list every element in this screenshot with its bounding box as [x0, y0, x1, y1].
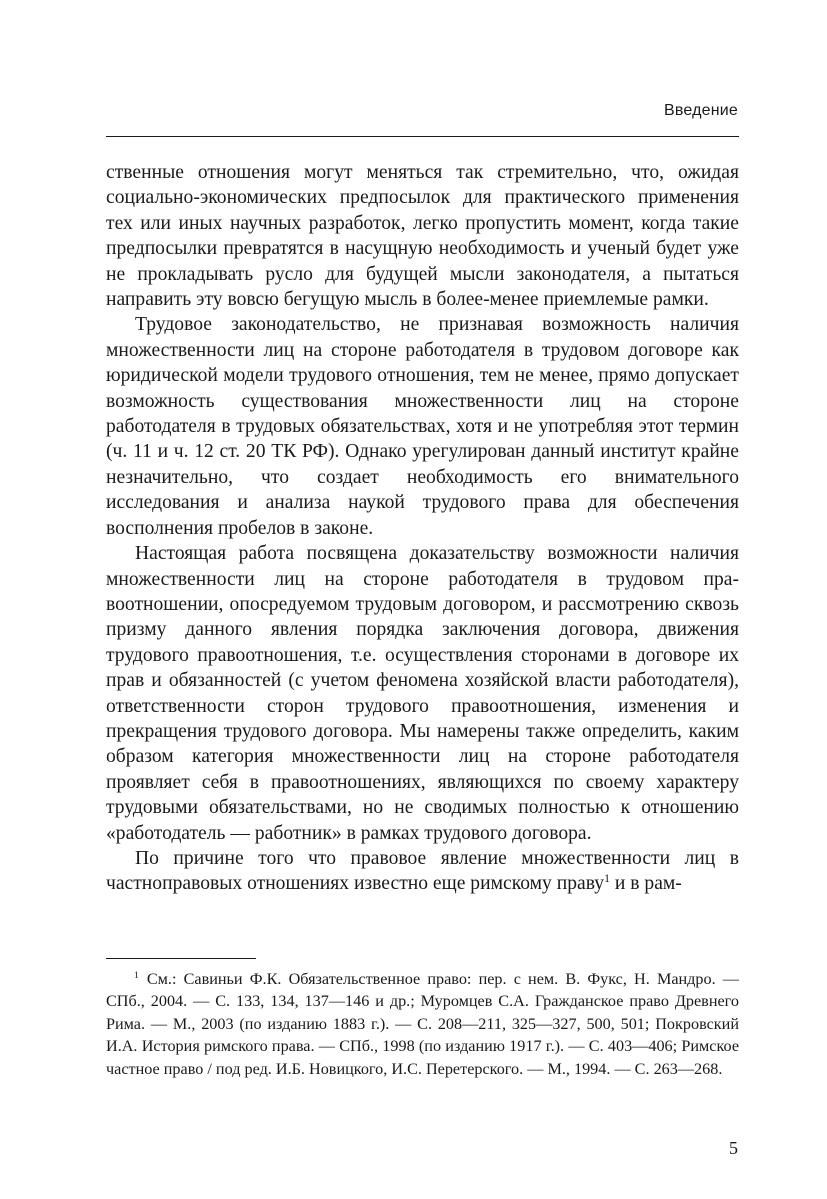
running-title: Введение	[663, 102, 738, 119]
paragraph-4-tail: и в рам-	[609, 873, 682, 895]
header-rule	[106, 136, 739, 137]
paragraph-4-text: По причине того что правовое явление множественности лиц в частноправовых отношениях известно еще римскому праву	[106, 847, 739, 895]
paragraph-3: Настоящая работа посвящена доказательству возможности наличия множественности лиц на стороне работодателя в трудовом правоотношении, опосредуемом трудовым договором, и рассмотрению сквозь призму данного явления порядка заключения договора, движения трудового правоотношения, т.е. осуществления сторонами в договоре их прав и обязанностей (с учетом феномена хозяйской власти работодателя), ответственности сторон трудового правоотношения, изменения и прекращения трудового договора. Мы намерены также определить, каким образом категория множественности лиц на стороне работодателя проявляет себя в правоотношениях, являющихся по своему характеру трудовыми обязательствами, но не сводимых полностью к отношению «работодатель — работник» в рамках трудового договора.	[106, 543, 739, 844]
page-number: 5	[729, 1138, 738, 1158]
footnote-1-text: См.: Савиньи Ф.К. Обязательственное право: пер. с нем. В. Фукс, Н. Мандро. — СПб., 2004. — С. 133, 134, 137—146 и др.; Муромцев С.А. Гражданское право Древнего Рима. — М., 2003 (по изданию 1883 г.). — С. 208—211, 325—327, 500, 501; Покровский И.А. История римского права. — СПб., 1998 (по изданию 1917 г.). — С. 403—406; Римское частное право / под ред. И.Б. Новицкого, И.С. Перетерского. — М., 1994. — С. 263—268.	[106, 970, 739, 1078]
footnotes	[106, 968, 739, 1080]
footnote-reference: 1	[604, 872, 610, 886]
paragraph-1: ственные отношения могут меняться так стремительно, что, ожидая социально-экономических предпосылок для практического применения тех или иных научных разработок, легко пропустить момент, когда такие предпосылки превратятся в насущную необходимость и ученый будет уже не прокладывать русло для будущей мысли законодателя, а пытаться направить эту вовсю бегущую мысль в более-менее приемлемые рамки.	[106, 162, 739, 311]
footnote-rule	[106, 958, 256, 959]
footnote-1-mark: 1	[134, 970, 139, 982]
main-text	[106, 160, 739, 897]
footnote-1	[106, 968, 739, 1080]
paragraph-4	[106, 846, 739, 897]
paragraph-2: Трудовое законодательство, не признавая возможность наличия множественности лиц на стороне работодателя в трудовом договоре как юридической модели трудового отношения, тем не менее, прямо допускает возможность существования множественности лиц на стороне работодателя в трудовых обязательствах, хотя и не употребляя этот термин (ч. 11 и ч. 12 ст. 20 ТК РФ). Однако урегулирован данный институт крайне незначительно, что создает необходимость его внимательного исследования и анализа наукой трудового права для обеспечения восполнения пробелов в законе.	[106, 314, 739, 539]
